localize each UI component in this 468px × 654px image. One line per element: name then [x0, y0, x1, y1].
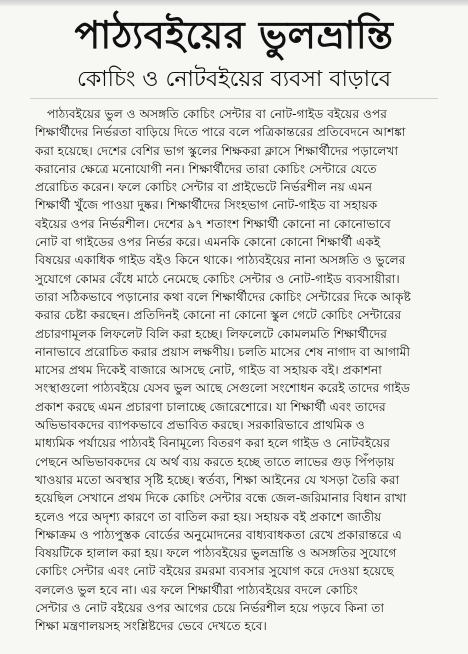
- divider: [30, 98, 438, 99]
- body-line: মাসের প্রথম দিকেই বাজারে আসছে নোট, গাইড বা সহায়ক বই। প্রকাশনা: [35, 363, 382, 378]
- body-line: শিক্ষার্থী খুঁজে পাওয়া দুষ্কর। শিক্ষার্থীদের সিংহভাগ নোট-গাইড বা সহায়ক: [35, 198, 378, 213]
- body-line: সংস্থাগুলো পাঠ্যবইয়ে যেসব ভুল আছে সেগুলো সংশোধন করেই তাদের গাইড: [35, 381, 410, 396]
- body-line: খাওয়ার মতো অবস্থার সৃষ্টি হচ্ছে। স্বর্তব্য, শিক্ষা আইনের যে খসড়া তৈরি করা: [35, 472, 400, 487]
- body-line: হয়েছিল সেখানে প্রথম দিকে কোচিং সেন্টার বন্ধে জেল-জরিমানার বিধান রাখা: [35, 491, 407, 506]
- body-line: বিষয়টিকে হালাল করা হয়। ফলে পাঠ্যবইয়ের ভুলভ্রান্তি ও অসঙ্গতির সুযোগে: [35, 546, 397, 561]
- body-line: পাঠ্যবইয়ের ভুল ও অসঙ্গতি কোচিং সেন্টার বা নোট-গাইড বইয়ের ওপর: [47, 107, 388, 121]
- body-line: সেন্টার ও নোট বইয়ের ওপর আগের চেয়ে নির্ভরশীল হয়ে পড়বে কিনা তা: [35, 601, 385, 616]
- body-line: শিক্ষা মন্ত্রণালয়সহ সংশ্লিষ্টদের ভেবে দেখতে হবে।: [35, 619, 267, 634]
- body-line: প্রকাশ করছে এমন প্রচারণা চালাচ্ছে জোরেশোরে। যা শিক্ষার্থী এবং তাদের: [35, 399, 386, 414]
- body-line: পেছনে অভিভাবকদের যে অর্থ ব্যয় করতে হচ্ছে তাতে লাভের গুড় পিঁপড়ায়: [35, 454, 395, 469]
- subheadline: কোচিং ও নোটবইয়ের ব্যবসা বাড়াবে: [76, 67, 392, 92]
- body-line: বললেও ভুল হবে না। এর ফলে শিক্ষার্থীরা পাঠ্যবইয়ের বদলে কোচিং: [35, 582, 358, 597]
- body-line: কোচিং সেন্টার এবং নোট বইয়ের রমরমা ব্যবসার সুযোগ করে দেওয়া হয়েছে: [35, 564, 394, 579]
- top-cropped-strip: [0, 0, 468, 6]
- body-line: করার চেষ্টা করছেন। প্রতিদিনই কোনো না কোনো স্কুল গেটে কোচিং সেন্টারের: [35, 308, 402, 323]
- body-line: মাধ্যমিক পর্যায়ের পাঠ্যবই বিনামূল্যে বিতরণ করা হলে গাইড ও নোটবইয়ের: [35, 436, 390, 451]
- body-line: প্ররোচিত করেন। ফলে কোচিং সেন্টার বা প্রাইভেটে নির্ভরশীল নয় এমন: [35, 180, 372, 195]
- headline: পাঠ্যবইয়ের ভুলভ্রান্তি: [74, 13, 394, 57]
- body-line: করা হয়েছে। দেশের বেশির ভাগ স্কুলের শিক্ষকরা ক্লাসে শিক্ষার্থীদের পড়ালেখা: [35, 143, 398, 158]
- body-line: করানোর ক্ষেত্রে মনোযোগী নন। শিক্ষার্থীদের তারা কোচিং সেন্টারে যেতে: [35, 161, 377, 176]
- body-line: তারা সঠিকভাবে পড়ানোর কথা বলে শিক্ষার্থীদের কোচিং সেন্টারের দিকে আকৃষ্ট: [35, 289, 411, 304]
- body-line: বইয়ের ওপর নির্ভরশীল। দেশের ৯৭ শতাংশ শিক্ষার্থী কোনো না কোনোভাবে: [35, 216, 391, 231]
- body-line: নানাভাবে প্ররোচিত করার প্রয়াস লক্ষণীয়। চলতি মাসের শেষ নাগাদ বা আগামী: [35, 344, 410, 359]
- body-line: বিষয়ের একাধিক গাইড বইও কিনে থাকে। পাঠ্যবইয়ের নানা অসঙ্গতি ও ভুলের: [35, 253, 406, 268]
- body-line: প্রচারণামূলক লিফলেট বিলি করা হচ্ছে। লিফলেটে কোমলমতি শিক্ষার্থীদের: [35, 326, 387, 341]
- body-line: হলেও পরে অদৃশ্য কারণে তা বাতিল করা হয়। সহায়ক বই প্রকাশে জাতীয়: [35, 509, 382, 524]
- article-body: [35, 105, 445, 636]
- body-line: সুযোগে কোমর বেঁধে মাঠে নেমেছে কোচিং সেন্টার ও নোট-গাইড ব্যবসায়ীরা।: [35, 271, 400, 286]
- body-line: নোট বা গাইডের ওপর নির্ভর করে। এমনকি কোনো কোনো শিক্ষার্থী একই: [35, 235, 381, 250]
- body-line: শিক্ষার্থীদের নির্ভরতা বাড়িয়ে দিতে পারে বলে পত্রিকান্তরের প্রতিবেদনে আশঙ্কা: [35, 125, 406, 140]
- body-line: অভিভাবকদের ব্যাপকভাবে প্রভাবিত করছে। সরকারিভাবে প্রাথমিক ও: [35, 418, 365, 433]
- body-line: শিক্ষাক্রম ও পাঠ্যপুস্তক বোর্ডের অনুমোদনের বাধ্যবাধকতা রেখে প্রকারান্তরে এ: [35, 527, 402, 542]
